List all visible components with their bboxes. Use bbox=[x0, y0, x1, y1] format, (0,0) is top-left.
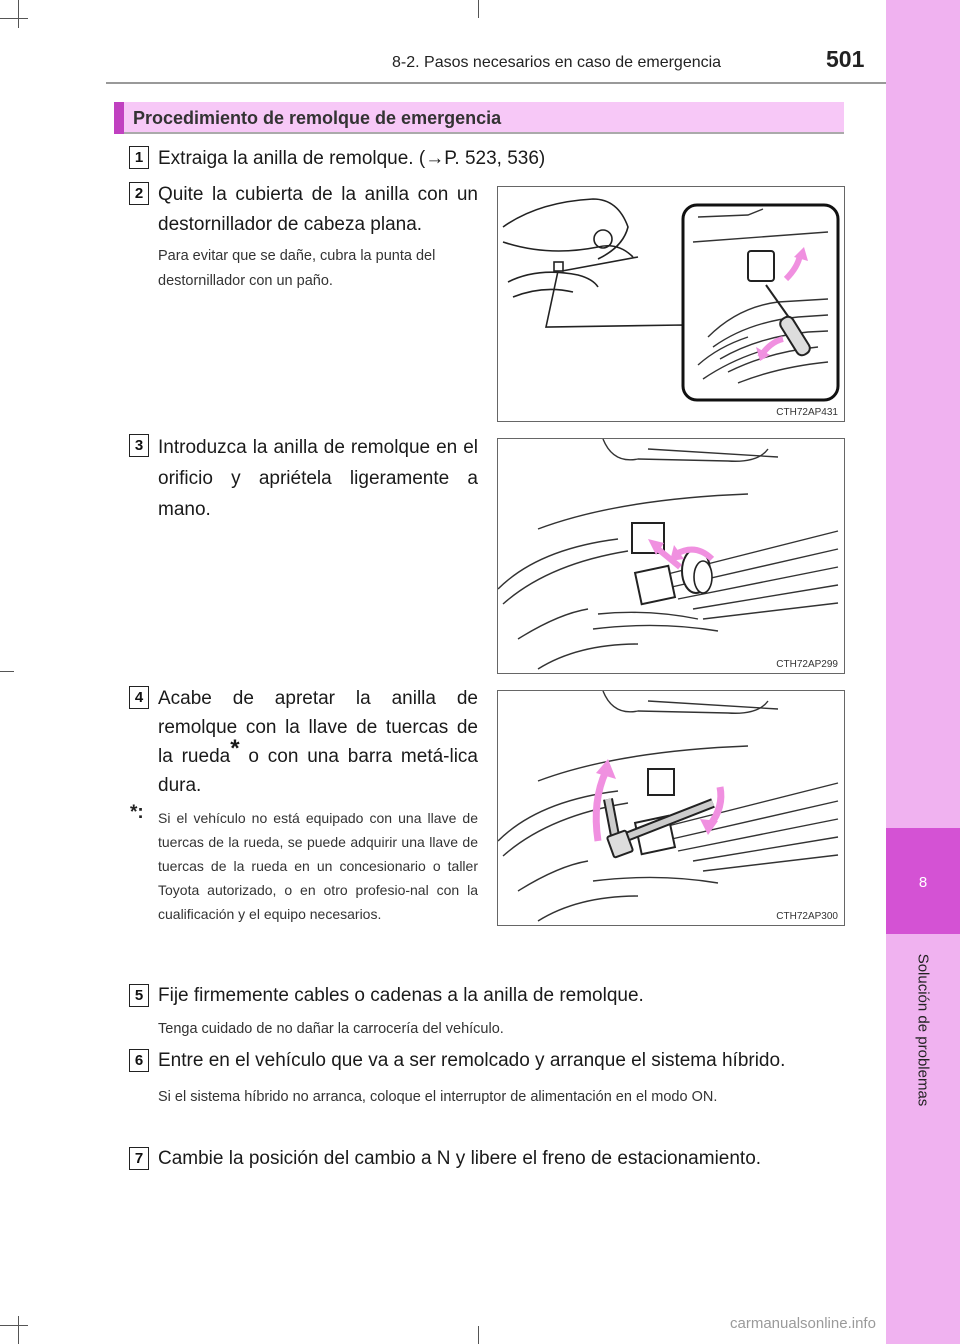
step-5-text: Fije firmemente cables o cadenas a la anilla de remolque. bbox=[158, 985, 644, 1006]
crop-mark bbox=[0, 18, 28, 19]
illustration-tow-ring-insert bbox=[498, 439, 844, 673]
step-4-text bbox=[158, 684, 478, 800]
crop-mark bbox=[478, 0, 479, 18]
figure-code: CTH72AP300 bbox=[776, 911, 838, 922]
chapter-title: Solución de problemas bbox=[914, 953, 932, 1107]
step-4-text-part: o con una barra metá-lica dura. bbox=[158, 746, 478, 796]
header-rule bbox=[106, 82, 886, 84]
watermark: carmanualsonline.info bbox=[730, 1315, 876, 1332]
step-4-footnote: Si el vehículo no está equipado con una llave de tuercas de la rueda, se puede adquirir una llave de tuercas de la rueda en un concesionario o taller Toyota autorizado, o en otro profesio-nal con la cualificación y el equipo necesarios. bbox=[158, 810, 478, 922]
step-6-note: Si el sistema híbrido no arranca, coloque el interruptor de alimentación en el modo ON. bbox=[158, 1089, 718, 1105]
illustration-screwdriver-cover bbox=[498, 187, 844, 421]
running-header: 8-2. Pasos necesarios en caso de emergencia bbox=[392, 54, 722, 71]
figure-tighten-ring bbox=[497, 690, 845, 926]
step-3-text: Introduzca la anilla de remolque en el orificio y apriétela ligeramente a mano. bbox=[158, 437, 478, 520]
figure-code: CTH72AP431 bbox=[776, 407, 838, 418]
step-2-note: Para evitar que se dañe, cubra la punta del destornillador con un paño. bbox=[158, 248, 436, 289]
step-1-text: Extraiga la anilla de remolque. (→P. 523, 536) bbox=[158, 148, 546, 169]
section-title: Procedimiento de remolque de emergencia bbox=[133, 108, 502, 128]
step-number: 1 bbox=[129, 146, 149, 169]
step-2-text: Quite la cubierta de la anilla con un destornillador de cabeza plana. bbox=[158, 184, 478, 235]
page-number: 501 bbox=[826, 46, 865, 72]
step-4-text-part: Acabe de apretar la anilla de remolque con la llave de tuercas de la rueda bbox=[158, 688, 478, 767]
asterisk-marker: * bbox=[230, 735, 240, 762]
side-tab-strip bbox=[886, 0, 960, 1344]
step-number: 4 bbox=[129, 686, 149, 709]
crop-mark bbox=[18, 0, 19, 28]
chapter-number: 8 bbox=[918, 874, 928, 891]
step-number: 3 bbox=[129, 434, 149, 457]
illustration-wrench-tighten bbox=[498, 691, 844, 925]
crop-mark bbox=[0, 671, 14, 672]
crop-mark bbox=[0, 1325, 28, 1326]
figure-insert-ring bbox=[497, 438, 845, 674]
step-number: 6 bbox=[129, 1049, 149, 1072]
crop-mark bbox=[478, 1326, 479, 1344]
figure-code: CTH72AP299 bbox=[776, 659, 838, 670]
step-7-text: Cambie la posición del cambio a N y libere el freno de estacionamiento. bbox=[158, 1148, 762, 1169]
section-heading-accent bbox=[114, 102, 124, 134]
figure-remove-cover bbox=[497, 186, 845, 422]
crop-mark bbox=[18, 1316, 19, 1344]
footnote-marker: *: bbox=[130, 802, 144, 823]
step-number: 7 bbox=[129, 1147, 149, 1170]
step-6-text: Entre en el vehículo que va a ser remolcado y arranque el sistema híbrido. bbox=[158, 1050, 786, 1071]
step-5-note: Tenga cuidado de no dañar la carrocería del vehículo. bbox=[158, 1021, 504, 1037]
step-number: 5 bbox=[129, 984, 149, 1007]
step-number: 2 bbox=[129, 182, 149, 205]
